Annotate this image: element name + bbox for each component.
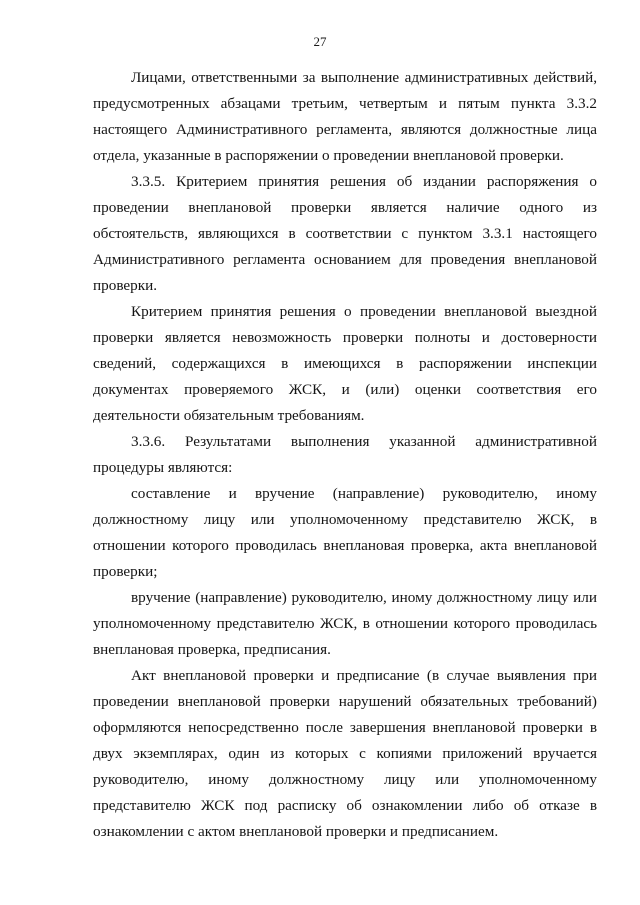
paragraph-3-3-5-criterion: 3.3.5. Критерием принятия решения об издании распоряжения о проведении внеплановой проверки является наличие одного из обстоятельств, являющихся в соответствии с пунктом 3.3.1 настоящего Административного регламента основанием для проведения внеплановой проверки.: [93, 173, 597, 294]
paragraph-act-delivery: составление и вручение (направление) руководителю, иному должностному лицу или уполномоченному представителю ЖСК, в отношении которого проводилась внеплановая проверка, акта внеплановой проверки;: [93, 485, 597, 580]
paragraph-field-inspection-criterion: Критерием принятия решения о проведении внеплановой выездной проверки является невозможность проверки полноты и достоверности сведений, содержащихся в имеющихся в распоряжении инспекции документах проверяемого ЖСК, и (или) оценки соответствия его деятельности обязательным требованиям.: [93, 303, 597, 424]
paragraph-order-delivery: вручение (направление) руководителю, иному должностному лицу или уполномоченному представителю ЖСК, в отношении которого проводилась внеплановая проверка, предписания.: [93, 589, 597, 658]
page-number: 27: [313, 34, 327, 49]
paragraph-responsible-officials: Лицами, ответственными за выполнение административных действий, предусмотренных абзацами третьим, четвертым и пятым пункта 3.3.2 настоящего Административного регламента, являются должностные лица отдела, указанные в распоряжении о проведении внеплановой проверки.: [93, 69, 597, 164]
document-body: [93, 65, 597, 845]
paragraph-3-3-6-results: 3.3.6. Результатами выполнения указанной административной процедуры являются:: [93, 433, 597, 476]
paragraph-act-and-order-execution: Акт внеплановой проверки и предписание (в случае выявления при проведении внеплановой проверки нарушений обязательных требований) оформляются непосредственно после завершения внеплановой проверки в двух экземплярах, один из которых с копиями приложений вручается руководителю, иному должностному лицу или уполномоченному представителю ЖСК под расписку об ознакомлении либо об отказе в ознакомлении с актом внеплановой проверки и предписанием.: [93, 667, 597, 840]
